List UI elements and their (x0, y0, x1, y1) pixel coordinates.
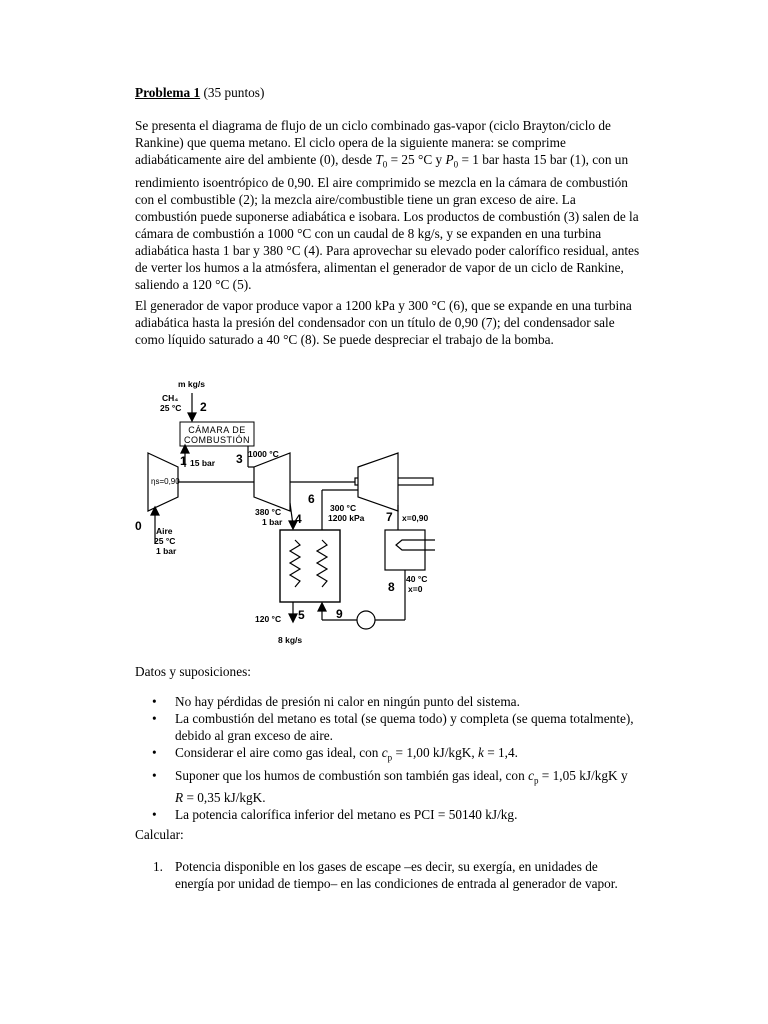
label-x7: x=0,90 (402, 513, 429, 523)
label-t6-pressure: 1200 kPa (328, 513, 365, 523)
bullet-icon: • (152, 711, 157, 726)
node-6: 6 (308, 492, 315, 506)
section-heading-calcular: Calcular: (135, 827, 184, 842)
label-p1-pressure: 15 bar (190, 458, 216, 468)
list-item-text: La combustión del metano es total (se quema todo) y completa (se quema totalmente), debido al gran exceso de aire. (175, 711, 634, 743)
label-air-temp: 25 °C (154, 536, 176, 546)
symbol-r: R (175, 790, 184, 806)
label-air: Aire (156, 526, 173, 536)
chamber-label-1: CÁMARA DE (188, 425, 246, 435)
node-3: 3 (236, 452, 243, 466)
bullet-icon: • (152, 694, 157, 709)
text-run: Suponer que los humos de combustión son también gas ideal, con (175, 767, 529, 783)
symbol-k: k (477, 745, 484, 760)
list-item (135, 806, 635, 823)
subscript: 0 (453, 159, 459, 170)
flow-diagram (130, 375, 440, 650)
label-exhaust-flow: 8 kg/s (278, 635, 303, 645)
node-8: 8 (388, 580, 395, 594)
node-7: 7 (386, 510, 393, 524)
bullet-icon: • (152, 745, 157, 760)
paragraph-steam-generator: El generador de vapor produce vapor a 1200 kPa y 300 °C (6), que se expande en una turbina adiabática hasta la presión del condensador con un título de 0,90 (7); del condensador sale como líquido saturado a 40 °C (8). Se puede despreciar el trabajo de la bomba. (135, 298, 632, 347)
problem-heading (135, 85, 264, 101)
label-t3-temp: 1000 °C (248, 449, 279, 459)
label-fuel-temp: 25 °C (160, 403, 182, 413)
node-2: 2 (200, 400, 207, 414)
label-t4-pressure: 1 bar (262, 517, 283, 527)
text-run: Considerar el aire como gas ideal, con (175, 745, 382, 760)
node-5: 5 (298, 608, 305, 622)
list-item (135, 710, 635, 744)
paragraph-intro (135, 117, 640, 293)
text-run: = 1,00 kJ/kgK, (392, 745, 478, 760)
list-item (135, 693, 635, 710)
bullet-icon: • (152, 807, 157, 823)
label-t4-temp: 380 °C (255, 507, 282, 517)
problem-title: Problema 1 (135, 85, 201, 100)
symbol-p0: P (445, 152, 454, 167)
symbol-cp: c (528, 767, 534, 783)
label-x8: x=0 (408, 584, 423, 594)
symbol-t0: T (375, 152, 383, 167)
problem-points: (35 puntos) (203, 85, 265, 100)
subscript: p (387, 752, 393, 763)
symbol-cp: c (381, 745, 388, 760)
text-run: = 1,4. (483, 745, 518, 760)
list-item-text: No hay pérdidas de presión ni calor en ningún punto del sistema. (175, 694, 520, 709)
label-t8-temp: 40 °C (406, 574, 428, 584)
text-run: = 1,05 kJ/kgK y (538, 767, 628, 783)
node-4: 4 (295, 512, 302, 526)
text-run: = 1 bar hasta 15 bar (1), con un rendimiento isoentrópico de 0,90. El aire comprimido se mezcla en la cámara de combustión con el combustible (2); la mezcla aire/combustible tiene un gran exceso de aire. La combustión puede suponerse adiabática e isobara. Los productos de combustión (3) salen de la cámara de combustión a 1000 °C con un caudal de 8 kg/s, y se expanden en una turbina adiabática hasta 1 bar y 380 °C (4). Para aprovechar su elevado poder calorífico residual, antes de verter los humos a la atmósfera, alimentan el generador de vapor de un ciclo de Rankine, saliendo a 120 °C (5). (135, 152, 640, 292)
label-compressor-eff: ηs=0,90 (151, 477, 180, 486)
label-t6-temp: 300 °C (330, 503, 357, 513)
text-run: Se presenta el diagrama de flujo de un ciclo combinado gas-vapor (ciclo Brayton/ciclo de Rankine) que quema metano. El ciclo opera de la siguiente manera: se comprime adiabáticamente aire del ambiente (0), desde (135, 118, 611, 167)
chamber-label-2: COMBUSTIÓN (183, 435, 251, 445)
list-item-text: La potencia calorífica inferior del metano es PCI = 50140 kJ/kg. (175, 807, 518, 823)
list-item (135, 767, 635, 807)
text-run: = 0,35 kJ/kgK. (183, 790, 266, 806)
node-0: 0 (135, 519, 142, 533)
subscript: p (533, 775, 539, 786)
label-t5-temp: 120 °C (255, 614, 282, 624)
label-fuel: CH₄ (162, 393, 179, 403)
node-1: 1 (180, 454, 187, 468)
list-item (135, 744, 635, 767)
bullet-icon: • (152, 767, 157, 783)
calculations-list (135, 858, 635, 892)
subscript: 0 (382, 159, 388, 170)
list-number: 1. (153, 859, 163, 874)
section-heading-datos: Datos y suposiciones: (135, 664, 251, 679)
label-fuel-flow: m kg/s (178, 379, 205, 389)
list-item-text: Potencia disponible en los gases de escape –es decir, su exergía, en unidades de energía por unidad de tiempo– en las condiciones de entrada al generador de vapor. (175, 859, 618, 891)
text-run: = 25 °C y (387, 152, 446, 167)
label-air-pressure: 1 bar (156, 546, 177, 556)
node-9: 9 (336, 607, 343, 621)
list-item (135, 858, 635, 892)
assumptions-list (135, 693, 635, 823)
